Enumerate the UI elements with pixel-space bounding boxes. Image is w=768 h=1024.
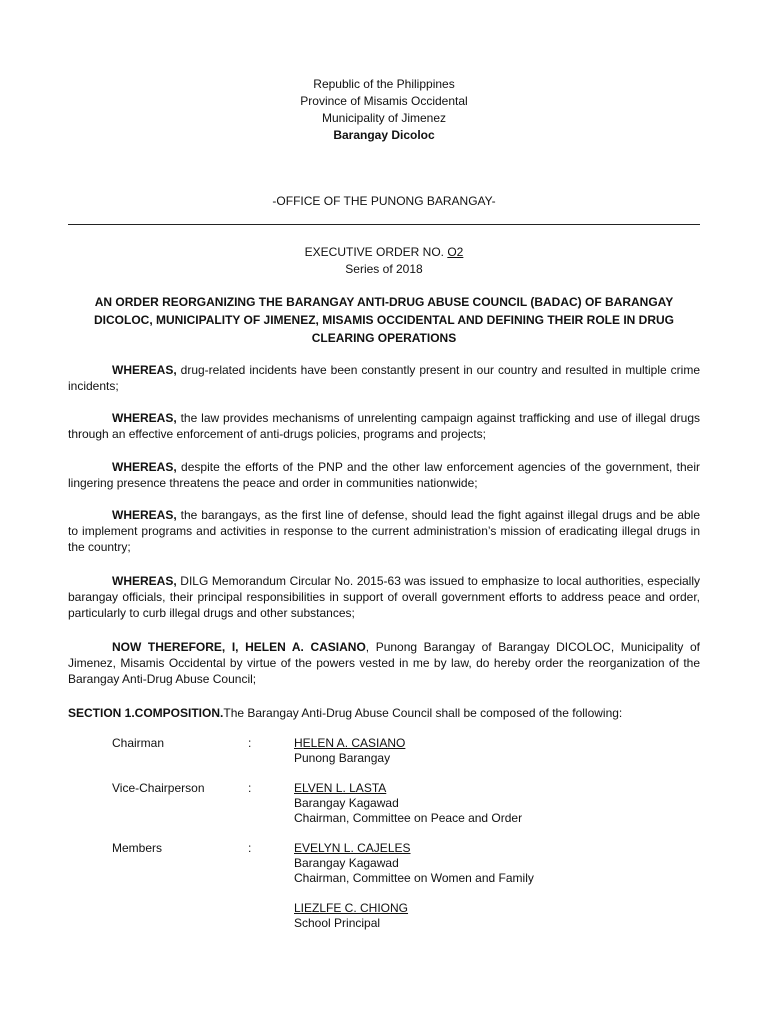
whereas-paragraph-2	[68, 410, 700, 442]
whereas-paragraph-5	[68, 573, 700, 621]
roster-colon: :	[248, 781, 252, 795]
roster-position: Chairman, Committee on Women and Family	[294, 871, 534, 885]
paragraph-text: , Punong Barangay of Barangay DICOLOC, Municipality of Jimenez, Misamis Occidental by virtue of the powers vested in me by law, do hereby order the reorganization of the Barangay Anti-Drug Abuse Council;	[68, 640, 701, 686]
order-title: AN ORDER REORGANIZING THE BARANGAY ANTI-DRUG ABUSE COUNCIL (BADAC) OF BARANGAY DICOLOC, MUNICIPALITY OF JIMENEZ, MISAMIS OCCIDENTAL AND DEFINING THEIR ROLE IN DRUG CLEARING OPERATIONS	[93, 295, 674, 345]
whereas-paragraph-4	[68, 507, 700, 555]
paragraph-lead: NOW THEREFORE, I, HELEN A. CASIANO	[112, 640, 366, 654]
now-therefore-paragraph	[68, 639, 700, 687]
section-1-heading	[68, 706, 708, 721]
letterhead-barangay: Barangay Dicoloc	[333, 128, 435, 142]
roster-role: Members	[112, 841, 163, 855]
paragraph-text: drug-related incidents have been constantly present in our country and resulted in multiple crime incidents;	[68, 363, 700, 393]
roster-name: HELEN A. CASIANO	[294, 736, 406, 750]
letterhead-municipality: Municipality of Jimenez	[321, 111, 447, 125]
executive-order-block	[0, 244, 768, 278]
paragraph-lead: WHEREAS,	[112, 508, 177, 522]
paragraph-text: despite the efforts of the PNP and the other law enforcement agencies of the government, their lingering presence threatens the peace and order in communities nationwide;	[68, 460, 700, 490]
executive-order-number	[0, 244, 768, 261]
paragraph-text: the barangays, as the first line of defense, should lead the fight against illegal drugs and be able to implement programs and activities in response to the current administration’s mission of eradicating illegal drugs in the country;	[68, 508, 700, 554]
office-heading: -OFFICE OF THE PUNONG BARANGAY-	[272, 194, 496, 208]
paragraph-text: the law provides mechanisms of unrelenting campaign against trafficking and use of illegal drugs through an effective enforcement of anti-drugs policies, programs and projects;	[68, 411, 700, 441]
letterhead	[0, 76, 768, 144]
roster-name: ELVEN L. LASTA	[294, 781, 387, 795]
roster-entry	[294, 901, 408, 931]
paragraph-lead: WHEREAS,	[112, 574, 177, 588]
roster-colon: :	[248, 841, 252, 855]
roster-position: Punong Barangay	[294, 751, 391, 765]
roster-role: Chairman	[112, 736, 165, 750]
roster-position: Barangay Kagawad	[294, 796, 399, 810]
paragraph-lead: WHEREAS,	[112, 411, 177, 425]
roster-entry	[294, 781, 522, 826]
paragraph-text: DILG Memorandum Circular No. 2015-63 was issued to emphasize to local authorities, especially barangay officials, their principal responsibilities in support of overall government efforts to address peace and order, particularly to curb illegal drugs and other substances;	[68, 574, 700, 620]
roster-name: EVELYN L. CAJELES	[294, 841, 411, 855]
paragraph-lead: WHEREAS,	[112, 460, 177, 474]
executive-order-series: Series of 2018	[345, 262, 423, 276]
roster-entry	[294, 736, 405, 766]
letterhead-province: Province of Misamis Occidental	[300, 94, 468, 108]
section-text: The Barangay Anti-Drug Abuse Council shall be composed of the following:	[223, 706, 623, 720]
whereas-paragraph-1	[68, 362, 700, 394]
section-title: SECTION 1.COMPOSITION.	[68, 706, 224, 720]
roster-position: School Principal	[294, 916, 381, 930]
roster-position: Chairman, Committee on Peace and Order	[294, 811, 523, 825]
roster-name: LIEZLFE C. CHIONG	[294, 901, 409, 915]
paragraph-lead: WHEREAS,	[112, 363, 177, 377]
roster-entry	[294, 841, 534, 886]
roster-colon: :	[248, 736, 252, 750]
divider-line	[68, 224, 700, 225]
roster-role: Vice-Chairperson	[112, 781, 205, 795]
executive-order-no: O2	[447, 245, 464, 259]
roster-position: Barangay Kagawad	[294, 856, 399, 870]
whereas-paragraph-3	[68, 459, 700, 491]
letterhead-country: Republic of the Philippines	[313, 77, 455, 91]
executive-order-prefix: EXECUTIVE ORDER NO.	[304, 245, 448, 259]
